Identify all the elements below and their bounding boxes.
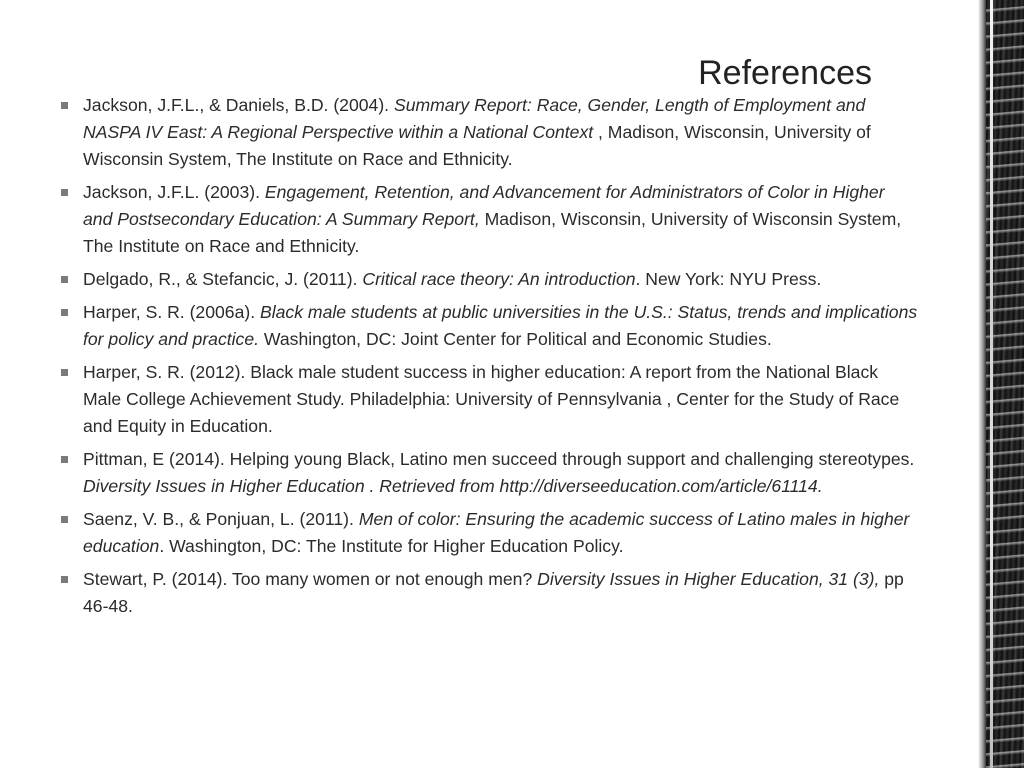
square-bullet-icon: [61, 456, 68, 463]
reference-title: Diversity Issues in Higher Education . Retrieved from http://diverseeducation.com/article/61114.: [83, 476, 823, 496]
right-border-shadow: [978, 0, 986, 768]
reference-details: Madison, Wisconsin, University of Wisconsin System, The Institute on Race and Ethnicity.: [83, 209, 902, 256]
reference-item: [58, 92, 918, 173]
reference-title: Critical race theory: An introduction: [362, 269, 636, 289]
square-bullet-icon: [61, 369, 68, 376]
reference-item: [58, 266, 918, 293]
reference-text: Pittman, E (2014). Helping young Black, Latino men succeed through support and challenging stereotypes.: [83, 449, 915, 469]
reference-text: Delgado, R., & Stefancic, J. (2011).: [83, 269, 363, 289]
reference-item: [58, 566, 918, 620]
reference-item: [58, 446, 918, 500]
reference-text: Stewart, P. (2014). Too many women or not enough men?: [83, 569, 538, 589]
square-bullet-icon: [61, 516, 68, 523]
references-list: [58, 92, 918, 626]
square-bullet-icon: [61, 309, 68, 316]
reference-text: Saenz, V. B., & Ponjuan, L. (2011).: [83, 509, 359, 529]
reference-item: [58, 299, 918, 353]
square-bullet-icon: [61, 576, 68, 583]
reference-item: [58, 506, 918, 560]
reference-title: Black male students at public universities in the U.S.: Status, trends and implications for policy and practice.: [83, 302, 918, 349]
reference-details: , Madison, Wisconsin, University of Wisconsin System, The Institute on Race and Ethnicity.: [83, 122, 871, 169]
square-bullet-icon: [61, 102, 68, 109]
reference-title: Summary Report: Race, Gender, Length of Employment and NASPA IV East: A Regional Perspective within a National Context: [83, 95, 866, 142]
slide-title: References: [698, 54, 872, 92]
reference-text: Harper, S. R. (2012). Black male student success in higher education: A report from the National Black Male College Achievement Study. Philadelphia: University of Pennsylvania , Center for the Study of Race and Equity in Education.: [83, 362, 900, 436]
right-border-highlight: [990, 0, 993, 768]
reference-details: Washington, DC: Joint Center for Political and Economic Studies.: [259, 329, 772, 349]
reference-text: Harper, S. R. (2006a).: [83, 302, 260, 322]
reference-text: Jackson, J.F.L., & Daniels, B.D. (2004).: [83, 95, 394, 115]
square-bullet-icon: [61, 276, 68, 283]
reference-details: pp 46-48.: [83, 569, 904, 616]
reference-details: . Washington, DC: The Institute for Higher Education Policy.: [159, 536, 624, 556]
reference-item: [58, 179, 918, 260]
square-bullet-icon: [61, 189, 68, 196]
reference-text: Jackson, J.F.L. (2003).: [83, 182, 265, 202]
reference-title: Diversity Issues in Higher Education, 31 (3),: [537, 569, 880, 589]
reference-title: Engagement, Retention, and Advancement for Administrators of Color in Higher and Postsecondary Education: A Summary Report,: [83, 182, 885, 229]
reference-details: . New York: NYU Press.: [635, 269, 822, 289]
reference-title: Men of color: Ensuring the academic success of Latino males in higher education: [83, 509, 910, 556]
reference-item: [58, 359, 918, 440]
